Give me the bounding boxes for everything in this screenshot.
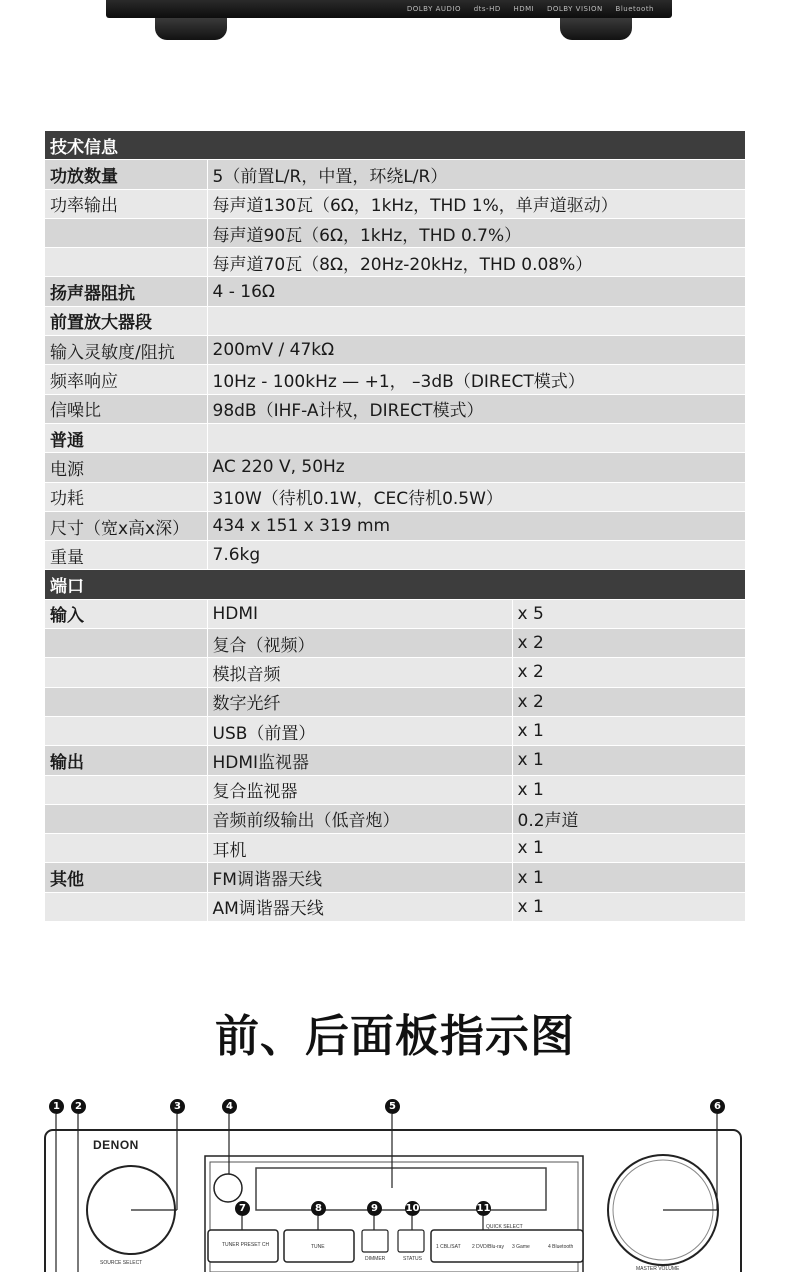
spec-label [45, 687, 207, 716]
port-count: x 2 [512, 629, 745, 658]
spec-value: 每声道130瓦（6Ω，1kHz，THD 1%，单声道驱动） [207, 189, 745, 218]
port-count: x 2 [512, 658, 745, 687]
spec-label [45, 834, 207, 863]
spec-section-header [45, 131, 745, 160]
port-name: 复合监视器 [207, 775, 512, 804]
callout-10: 10 [405, 1203, 420, 1214]
tuner-preset-label: TUNER PRESET CH [222, 1242, 270, 1248]
front-panel-diagram [0, 1090, 790, 1272]
spec-value: 200mV / 47kΩ [207, 336, 745, 365]
dimmer-button [362, 1230, 388, 1252]
quick-select-2-label: 2 DVD/Blu-ray [472, 1244, 504, 1250]
spec-row [45, 248, 745, 277]
port-name: FM调谐器天线 [207, 863, 512, 892]
spec-row [45, 218, 745, 247]
spec-label: 电源 [45, 453, 207, 482]
port-count: x 1 [512, 892, 745, 921]
spec-row [45, 804, 745, 833]
spec-label: 重量 [45, 541, 207, 570]
spec-label [45, 218, 207, 247]
port-count: x 1 [512, 716, 745, 745]
hdmi-logo: HDMI [513, 5, 535, 13]
status-label: STATUS [403, 1256, 422, 1262]
spec-row [45, 599, 745, 628]
front-panel-svg [0, 1090, 790, 1272]
spec-row [45, 629, 745, 658]
port-count: x 5 [512, 599, 745, 628]
status-button [398, 1230, 424, 1252]
receiver-logos [397, 5, 654, 13]
spec-label [45, 716, 207, 745]
spec-label [45, 892, 207, 921]
bluetooth-logo: Bluetooth [615, 5, 654, 13]
spec-value: 434 x 151 x 319 mm [207, 511, 745, 540]
callout-2: 2 [71, 1099, 86, 1114]
spec-label: 功率输出 [45, 189, 207, 218]
spec-value [207, 306, 745, 335]
display-window [256, 1168, 546, 1210]
spec-section-title: 技术信息 [45, 131, 745, 160]
spec-row [45, 834, 745, 863]
spec-table [45, 131, 746, 922]
port-count: x 1 [512, 746, 745, 775]
receiver-foot-left [155, 18, 227, 40]
spec-label: 前置放大器段 [45, 306, 207, 335]
spec-row [45, 716, 745, 745]
port-count: x 2 [512, 687, 745, 716]
callout-4: 4 [222, 1099, 237, 1114]
spec-label [45, 248, 207, 277]
brand-logo: DENON [93, 1138, 139, 1152]
receiver-photo [0, 0, 790, 50]
receiver-foot-right [560, 18, 632, 40]
spec-label: 功放数量 [45, 160, 207, 189]
callout-11: 11 [476, 1203, 491, 1214]
quick-select-3-label: 3 Game [512, 1244, 530, 1250]
spec-row [45, 863, 745, 892]
port-count: x 1 [512, 775, 745, 804]
spec-row [45, 541, 745, 570]
source-select-label: SOURCE SELECT [100, 1260, 143, 1266]
spec-value: 4 - 16Ω [207, 277, 745, 306]
port-name: HDMI监视器 [207, 746, 512, 775]
spec-label: 输入灵敏度/阻抗 [45, 336, 207, 365]
spec-value: 5（前置L/R，中置，环绕L/R） [207, 160, 745, 189]
spec-row [45, 453, 745, 482]
callout-7: 7 [235, 1201, 250, 1216]
quick-select-label: QUICK SELECT [486, 1224, 523, 1230]
spec-row [45, 511, 745, 540]
spec-value: 每声道90瓦（6Ω，1kHz，THD 0.7%） [207, 218, 745, 247]
spec-row [45, 892, 745, 921]
spec-label [45, 804, 207, 833]
spec-row [45, 277, 745, 306]
spec-row [45, 189, 745, 218]
spec-value: 98dB（IHF-A计权，DIRECT模式） [207, 394, 745, 423]
callout-8: 8 [311, 1201, 326, 1216]
port-name: HDMI [207, 599, 512, 628]
spec-row [45, 306, 745, 335]
port-name: 模拟音频 [207, 658, 512, 687]
dolby-audio-logo: DOLBY AUDIO [406, 5, 461, 13]
callout-1: 1 [49, 1099, 64, 1114]
spec-value: AC 220 V, 50Hz [207, 453, 745, 482]
spec-label [45, 775, 207, 804]
callout-9: 9 [367, 1201, 382, 1216]
dolby-vision-logo: DOLBY VISION [546, 5, 603, 13]
port-count: 0.2声道 [512, 804, 745, 833]
quick-select-4-label: 4 Bluetooth [548, 1244, 574, 1250]
spec-label: 普通 [45, 423, 207, 452]
port-count: x 1 [512, 863, 745, 892]
spec-label: 频率响应 [45, 365, 207, 394]
spec-value: 7.6kg [207, 541, 745, 570]
spec-row [45, 482, 745, 511]
spec-label: 尺寸（宽x高x深） [45, 511, 207, 540]
spec-row [45, 394, 745, 423]
callout-3: 3 [170, 1099, 185, 1114]
spec-section-header [45, 570, 745, 599]
spec-value: 每声道70瓦（8Ω，20Hz-20kHz，THD 0.08%） [207, 248, 745, 277]
tune-label: TUNE [311, 1244, 325, 1250]
spec-row [45, 336, 745, 365]
spec-label [45, 658, 207, 687]
dts-hd-logo: dts-HD [473, 5, 501, 13]
spec-label: 信噪比 [45, 394, 207, 423]
spec-value [207, 423, 745, 452]
quick-select-1-label: 1 CBL/SAT [436, 1244, 461, 1250]
spec-value: 10Hz - 100kHz — +1， –3dB（DIRECT模式） [207, 365, 745, 394]
spec-row [45, 160, 745, 189]
spec-label: 扬声器阻抗 [45, 277, 207, 306]
callout-5: 5 [385, 1099, 400, 1114]
spec-label: 其他 [45, 863, 207, 892]
spec-row [45, 746, 745, 775]
spec-row [45, 775, 745, 804]
spec-row [45, 423, 745, 452]
remote-sensor [214, 1174, 242, 1202]
port-name: 数字光纤 [207, 687, 512, 716]
dimmer-label: DIMMER [365, 1256, 386, 1262]
spec-label: 输入 [45, 599, 207, 628]
spec-label: 输出 [45, 746, 207, 775]
port-name: 耳机 [207, 834, 512, 863]
callout-6: 6 [710, 1099, 725, 1114]
spec-row [45, 365, 745, 394]
spec-row [45, 658, 745, 687]
port-name: AM调谐器天线 [207, 892, 512, 921]
spec-label: 功耗 [45, 482, 207, 511]
master-volume-label: MASTER VOLUME [636, 1266, 680, 1272]
spec-section-title: 端口 [45, 570, 745, 599]
port-name: 复合（视频） [207, 629, 512, 658]
panel-title: 前、后面板指示图 [215, 1011, 575, 1062]
spec-label [45, 629, 207, 658]
receiver-body [106, 0, 672, 18]
port-name: USB（前置） [207, 716, 512, 745]
port-count: x 1 [512, 834, 745, 863]
port-name: 音频前级输出（低音炮） [207, 804, 512, 833]
spec-value: 310W（待机0.1W，CEC待机0.5W） [207, 482, 745, 511]
spec-row [45, 687, 745, 716]
